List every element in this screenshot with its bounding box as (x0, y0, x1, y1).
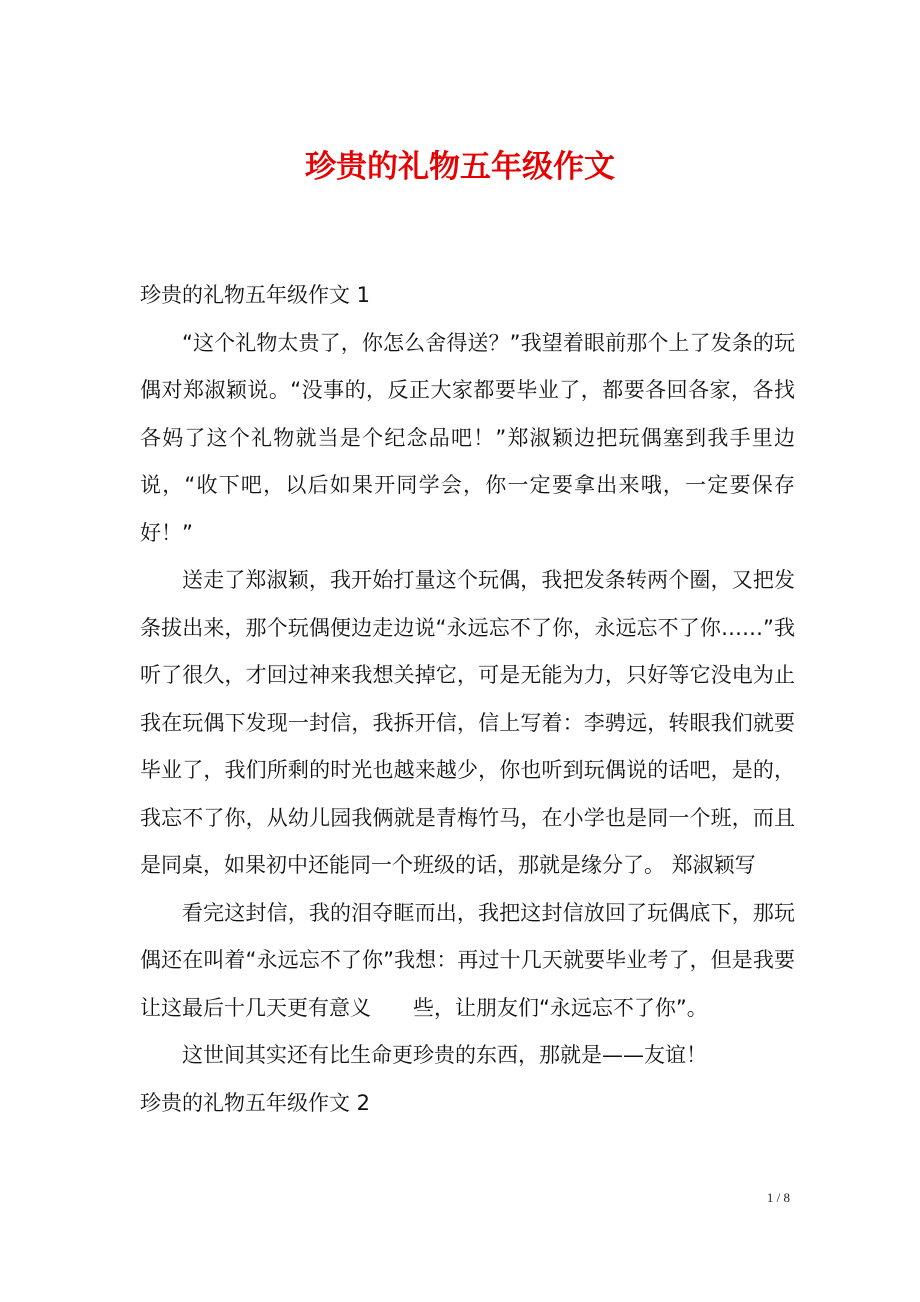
paragraph-1: “这个礼物太贵了，你怎么舍得送？”我望着眼前那个上了发条的玩偶对郑淑颖说。“没事的，反正大家都要毕业了，都要各回各家，各找各妈了这个礼物就当是个纪念品吧！”郑淑颖边把玩偶塞到我手里边说，“收下吧，以后如果开同学会，你一定要拿出来哦，一定要保存好！” (140, 330, 795, 545)
document-body (140, 272, 795, 1127)
paragraph-2: 送走了郑淑颖，我开始打量这个玩偶，我把发条转两个圈，又把发条拔出来，那个玩偶便边走边说“永远忘不了你，永远忘不了你……”我听了很久，才回过神来我想关掉它，可是无能为力，只好等它没电为止我在玩偶下发现一封信，我拆开信，信上写着：李骋远，转眼我们就要毕业了，我们所剩的时光也越来越少，你也听到玩偶说的话吧，是的，我忘不了你，从幼儿园我俩就是青梅竹马，在小学也是同一个班，而且是同桌，如果初中还能同一个班级的话，那就是缘分了。 郑淑颖写 (140, 568, 795, 877)
paragraph-3: 看完这封信，我的泪夺眶而出，我把这封信放回了玩偶底下，那玩偶还在叫着“永远忘不了你”我想：再过十几天就要毕业考了，但是我要让这最后十几天更有意义 些，让朋友们“永远忘不了你”。 (140, 900, 795, 1020)
section-heading-2: 珍贵的礼物五年级作文 2 (140, 1090, 371, 1115)
document-title: 珍贵的礼物五年级作文 (305, 149, 615, 185)
section-heading-1: 珍贵的礼物五年级作文 1 (140, 283, 371, 307)
page-number: 1 / 8 (766, 1190, 790, 1205)
paragraph-4: 这世间其实还有比生命更珍贵的东西，那就是——友谊！ (182, 1043, 707, 1067)
